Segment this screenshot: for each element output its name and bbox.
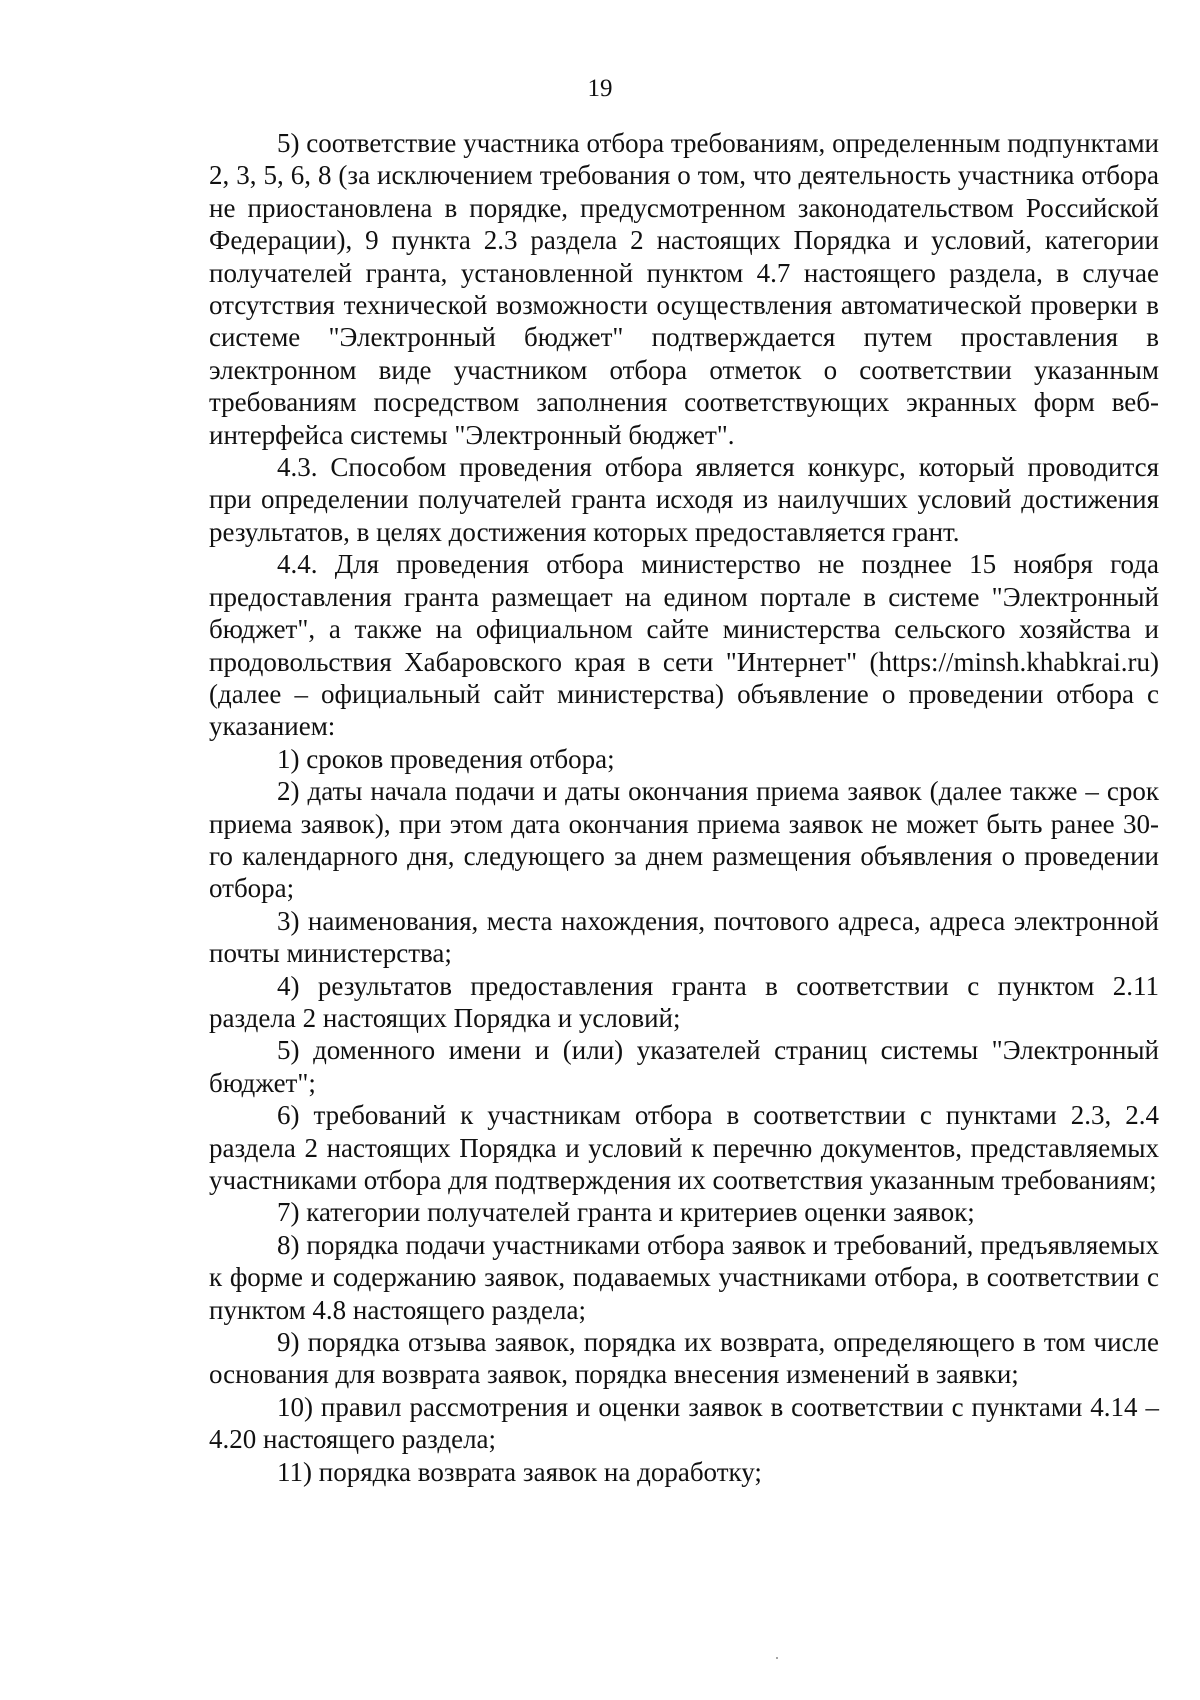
scan-artifact-dot bbox=[776, 1657, 778, 1659]
paragraph-4-4: 4.4. Для проведения отбора министерство не позднее 15 ноября года предоставления гранта размещает на едином портале в системе "Электронный бюджет", а также на официальном сайте министерства сельского хозяйства и продовольствия Хабаровского края в сети "Интернет" (https://minsh.khabkrai.ru) (далее – официальный сайт министерства) объявление о проведении отбора с указанием: bbox=[209, 549, 1159, 742]
paragraph-5-compliance: 5) соответствие участника отбора требованиям, определенным подпунктами 2, 3, 5, 6, 8 (за исключением требования о том, что деятельность участника отбора не приостановлена в порядке, предусмотренном законодательством Российской Федерации), 9 пункта 2.3 раздела 2 настоящих Порядка и условий, категории получателей гранта, установленной пунктом 4.7 настоящего раздела, в случае отсутствия технической возможности осуществления автоматической проверки в системе "Электронный бюджет" подтверждается путем проставления в электронном виде участником отбора отметок о соответствии указанным требованиям посредством заполнения соответствующих экранных форм веб-интерфейса системы "Электронный бюджет". bbox=[209, 128, 1159, 450]
list-item-9: 9) порядка отзыва заявок, порядка их возврата, определяющего в том числе основания для возврата заявок, порядка внесения изменений в заявки; bbox=[209, 1327, 1159, 1390]
list-item-6: 6) требований к участникам отбора в соответствии с пунктами 2.3, 2.4 раздела 2 настоящих Порядка и условий к перечню документов, представляемых участниками отбора для подтверждения их соответствия указанным требованиям; bbox=[209, 1100, 1159, 1195]
list-item-7: 7) категории получателей гранта и критериев оценки заявок; bbox=[277, 1197, 975, 1228]
list-item-2: 2) даты начала подачи и даты окончания приема заявок (далее также – срок приема заявок), при этом дата окончания приема заявок не может быть ранее 30-го календарного дня, следующего за днем размещения объявления о проведении отбора; bbox=[209, 776, 1159, 904]
list-item-5: 5) доменного имени и (или) указателей страниц системы "Электронный бюджет"; bbox=[209, 1035, 1159, 1098]
list-item-11: 11) порядка возврата заявок на доработку; bbox=[277, 1456, 762, 1487]
document-body bbox=[209, 127, 1159, 1488]
list-item-1: 1) сроков проведения отбора; bbox=[277, 743, 615, 774]
paragraph-4-3: 4.3. Способом проведения отбора является конкурс, который проводится при определении получателей гранта исходя из наилучших условий достижения результатов, в целях достижения которых предоставляется грант. bbox=[209, 452, 1159, 547]
list-item-4: 4) результатов предоставления гранта в соответствии с пунктом 2.11 раздела 2 настоящих Порядка и условий; bbox=[209, 970, 1159, 1033]
list-item-8: 8) порядка подачи участниками отбора заявок и требований, предъявляемых к форме и содержанию заявок, подаваемых участниками отбора, в соответствии с пунктом 4.8 настоящего раздела; bbox=[209, 1229, 1159, 1325]
page-number: 19 bbox=[587, 75, 613, 102]
list-item-10: 10) правил рассмотрения и оценки заявок в соответствии с пунктами 4.14 – 4.20 настоящего раздела; bbox=[209, 1391, 1159, 1455]
list-item-3: 3) наименования, места нахождения, почтового адреса, адреса электронной почты министерства; bbox=[209, 905, 1159, 969]
